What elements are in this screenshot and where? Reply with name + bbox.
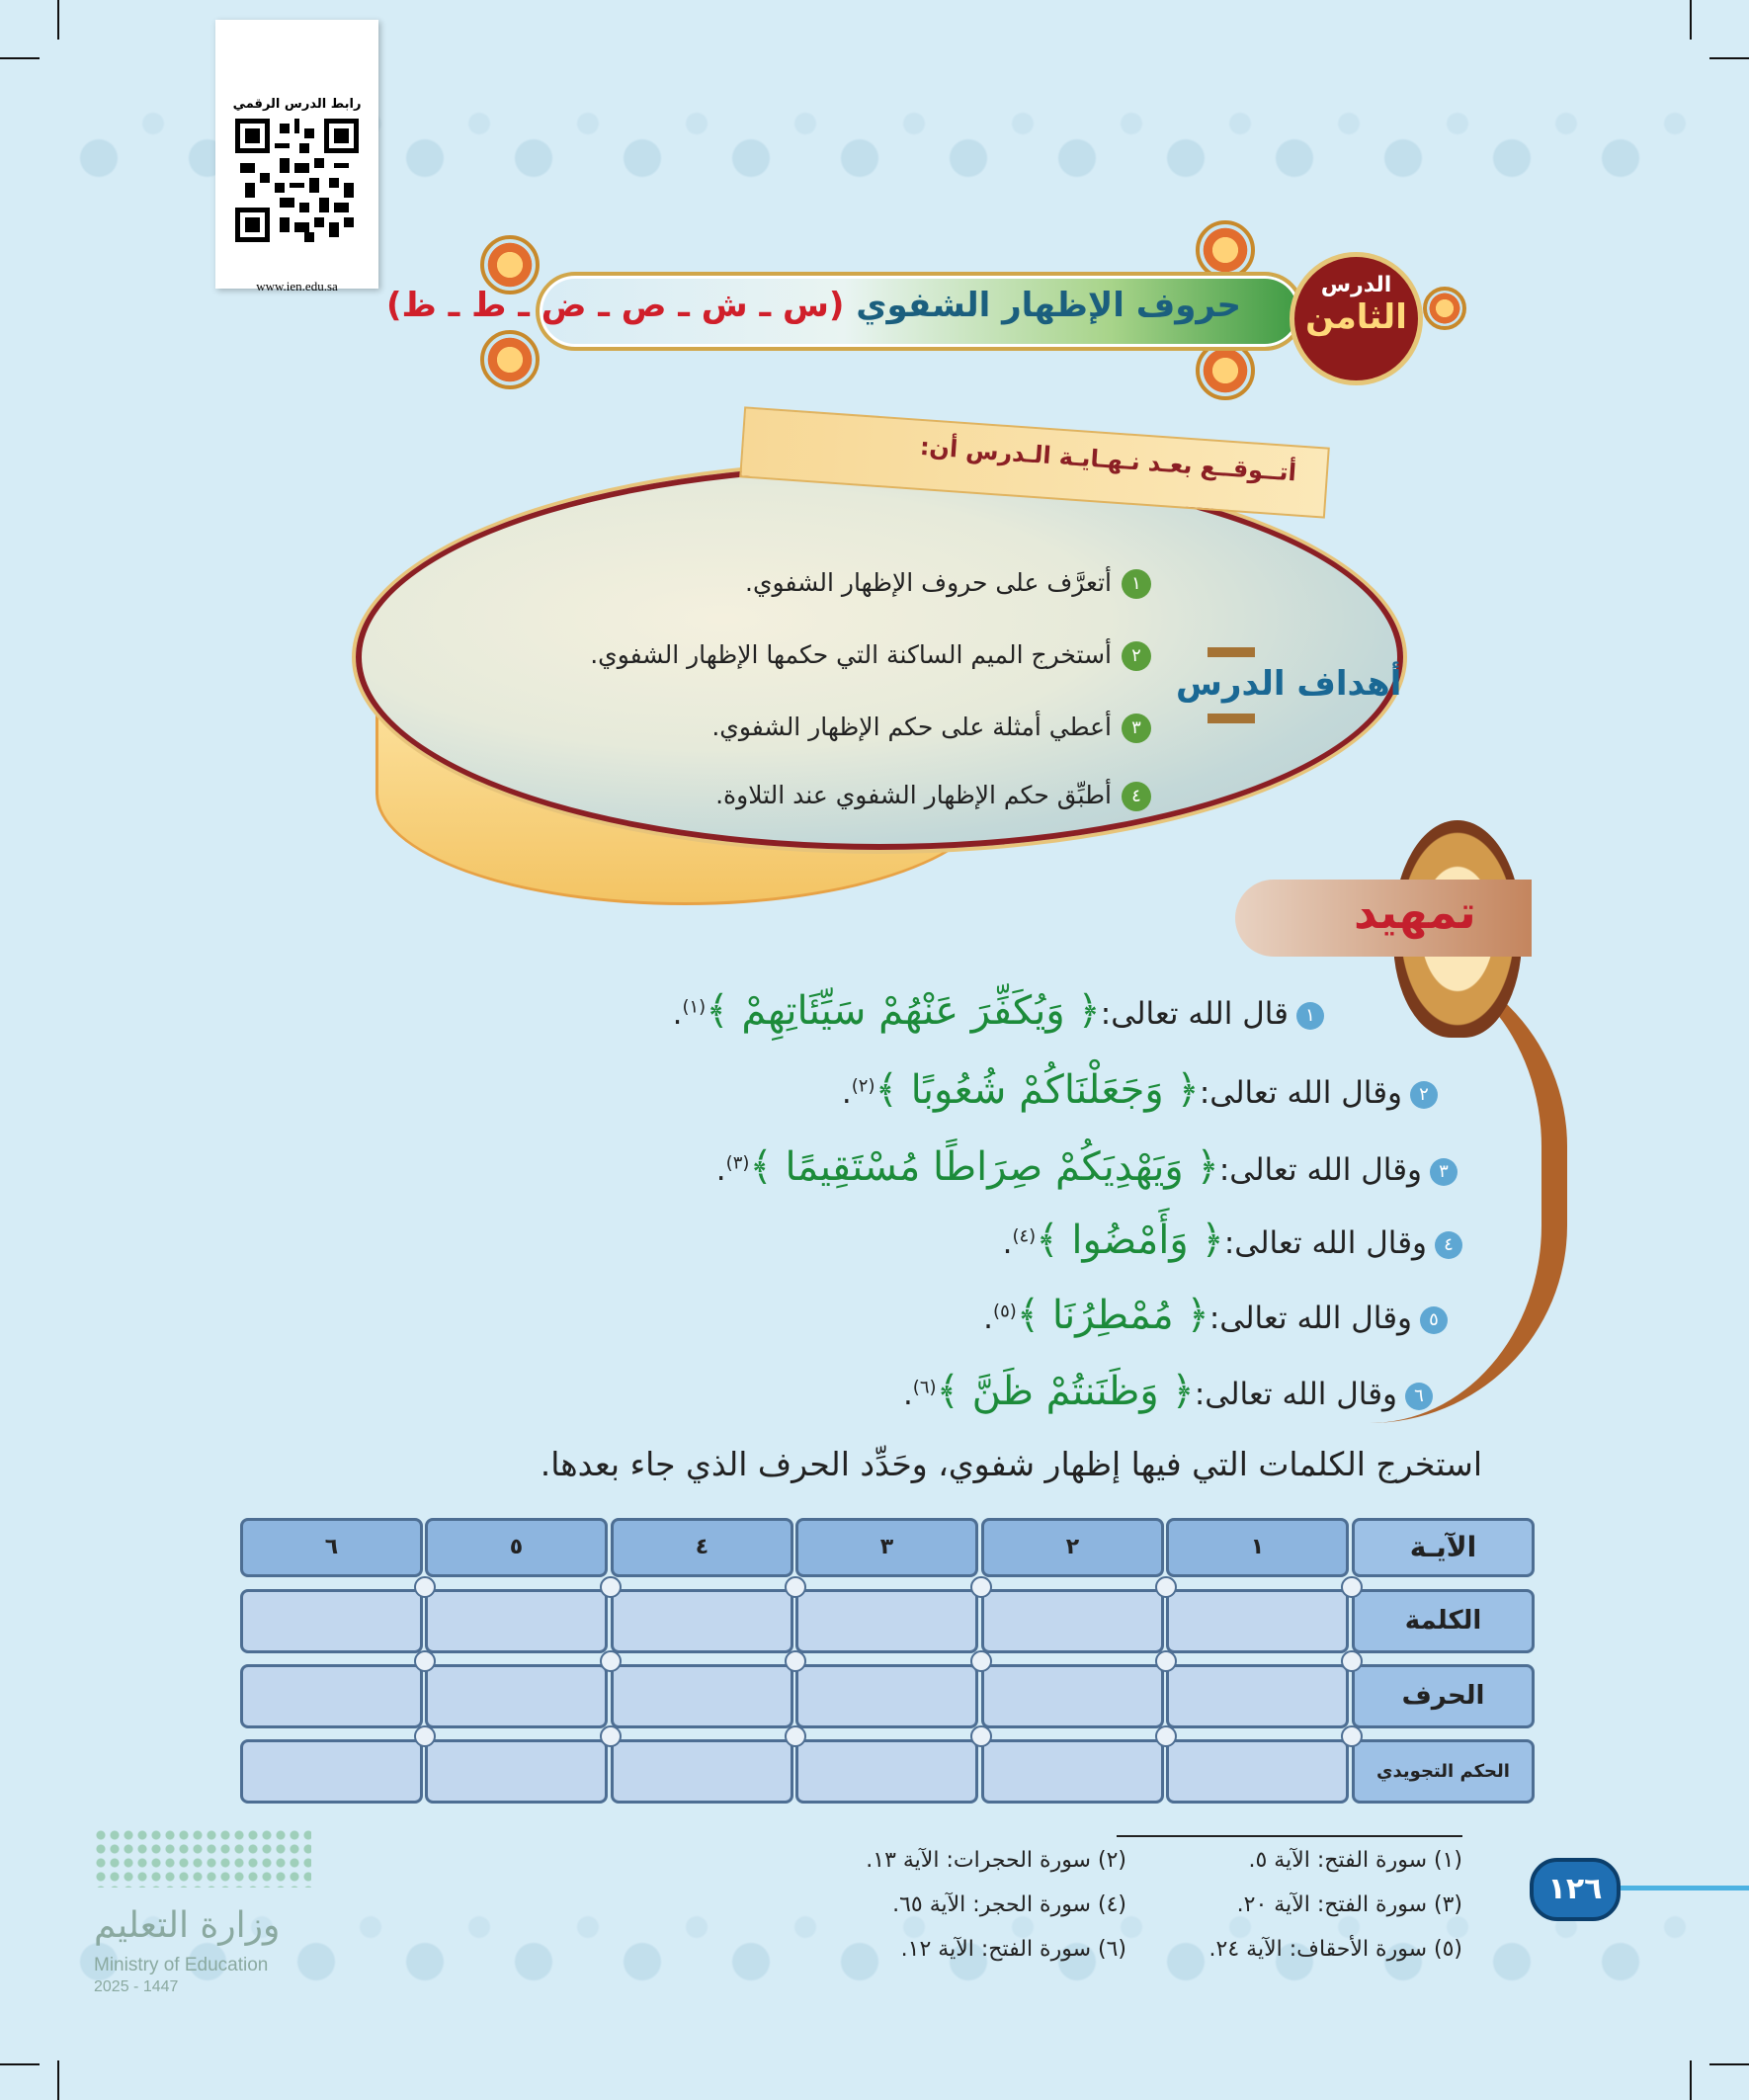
- crop-mark: [1690, 2060, 1692, 2100]
- qr-caption: رابط الدرس الرقمي: [232, 97, 362, 112]
- ministry-name-english: Ministry of Education: [94, 1955, 269, 1975]
- goal-text: أعطي أمثلة على حكم الإظهار الشفوي.: [711, 713, 1112, 741]
- row-label-text: الحرف: [1401, 1681, 1485, 1711]
- row-label-text: الآيـة: [1409, 1531, 1477, 1563]
- verse-quote: ﴿ وَيُكَفِّرَ عَنْهُمْ سَيِّئَاتِهِمْ ﴾: [706, 988, 1101, 1034]
- column-header-text: ٢: [1065, 1535, 1080, 1559]
- verse-quote: ﴿ وَأَمْضُوا ﴾: [1036, 1218, 1224, 1263]
- row-label-text: الكلمة: [1404, 1606, 1482, 1636]
- lesson-label: الدرس: [1320, 273, 1392, 297]
- column-header-text: ٥: [509, 1535, 524, 1559]
- verse-lead: وقال الله تعالى:: [1208, 1301, 1412, 1336]
- verse-end: .: [672, 996, 683, 1032]
- column-header: [240, 1518, 423, 1577]
- verse-quote: ﴿ وَيَهْدِيَكُمْ صِرَاطًا مُسْتَقِيمًا ﴾: [749, 1144, 1219, 1190]
- intro-title: تمهيد: [1354, 885, 1476, 939]
- table-knob: [414, 1650, 436, 1672]
- verse-line: [673, 988, 1324, 1034]
- row-label: [1352, 1589, 1535, 1653]
- verse-line: [842, 1067, 1438, 1113]
- answer-cell[interactable]: [1166, 1589, 1349, 1653]
- table-knob: [600, 1725, 622, 1747]
- column-header-text: ٤: [695, 1535, 709, 1559]
- footnote: (٢) سورة الحجرات: الآية ١٣.: [866, 1848, 1126, 1873]
- verse-lead: وقال الله تعالى:: [1199, 1075, 1402, 1111]
- answer-cell[interactable]: [611, 1739, 793, 1804]
- qr-code-icon[interactable]: [235, 119, 359, 242]
- qr-url[interactable]: www.ien.edu.sa: [256, 279, 338, 294]
- verse-end: .: [983, 1301, 994, 1336]
- verse-quote: ﴿ وَظَنَنتُمْ ظَنَّ ﴾: [936, 1369, 1195, 1414]
- flower-ornament-icon: [1423, 287, 1466, 330]
- goal-number: ٢: [1122, 641, 1151, 671]
- column-header: [981, 1518, 1164, 1577]
- answer-cell[interactable]: [981, 1739, 1164, 1804]
- verse-lead: وقال الله تعالى:: [1194, 1377, 1397, 1412]
- table-knob: [785, 1650, 806, 1672]
- answer-cell[interactable]: [240, 1589, 423, 1653]
- goal-item: [715, 781, 1151, 811]
- answer-cell[interactable]: [425, 1739, 608, 1804]
- table-knob: [600, 1650, 622, 1672]
- answer-cell[interactable]: [240, 1664, 423, 1728]
- verse-ref: (٣): [725, 1152, 750, 1174]
- goals-ribbon-text: أتــوقــع بعـد نـهـايـة الـدرس أن:: [919, 432, 1297, 487]
- column-header-text: ٣: [879, 1535, 894, 1559]
- goal-number: ٣: [1122, 714, 1151, 743]
- crop-mark: [0, 2063, 40, 2065]
- column-header: [1166, 1518, 1349, 1577]
- verse-lead: قال الله تعالى:: [1100, 996, 1289, 1032]
- answer-cell[interactable]: [611, 1664, 793, 1728]
- verse-line: [903, 1369, 1433, 1414]
- verse-lead: وقال الله تعالى:: [1218, 1152, 1422, 1188]
- table-knob: [785, 1576, 806, 1598]
- verse-line: [1003, 1218, 1462, 1263]
- ministry-logo-icon: [94, 1828, 311, 1888]
- column-header: [425, 1518, 608, 1577]
- answer-cell[interactable]: [425, 1664, 608, 1728]
- footnote: (٣) سورة الفتح: الآية ٢٠.: [1236, 1892, 1462, 1917]
- answer-cell[interactable]: [1166, 1664, 1349, 1728]
- footnote: (٤) سورة الحجر: الآية ٦٥.: [892, 1892, 1126, 1917]
- row-label: [1352, 1518, 1535, 1577]
- column-header-text: ١: [1250, 1535, 1265, 1559]
- crop-mark: [0, 57, 40, 59]
- verse-lead: وقال الله تعالى:: [1223, 1225, 1427, 1261]
- verse-ref: (٥): [993, 1301, 1017, 1322]
- table-knob: [785, 1725, 806, 1747]
- table-knob: [1341, 1725, 1363, 1747]
- table-knob: [414, 1725, 436, 1747]
- table-knob: [600, 1576, 622, 1598]
- verse-end: .: [841, 1075, 852, 1111]
- answer-cell[interactable]: [1166, 1739, 1349, 1804]
- answer-cell[interactable]: [795, 1589, 978, 1653]
- answer-cell[interactable]: [795, 1739, 978, 1804]
- table-knob: [1155, 1576, 1177, 1598]
- lesson-title-letters: (س ـ ش ـ ص ـ ض ـ ط ـ ظ): [385, 286, 845, 325]
- goal-item: [711, 713, 1151, 743]
- verse-ref: (٤): [1012, 1225, 1037, 1247]
- crop-mark: [1709, 57, 1749, 59]
- table-knob: [1341, 1576, 1363, 1598]
- crop-mark: [1690, 0, 1692, 40]
- goal-item: [745, 568, 1151, 599]
- crop-mark: [57, 0, 59, 40]
- table-knob: [414, 1576, 436, 1598]
- verse-line: [983, 1293, 1448, 1338]
- goal-text: أطبِّق حكم الإظهار الشفوي عند التلاوة.: [715, 781, 1112, 809]
- verse-number: ٢: [1410, 1081, 1438, 1109]
- lesson-badge: [1290, 252, 1423, 385]
- flower-ornament-icon: [1196, 220, 1255, 280]
- row-label-text: الحكم التجويدي: [1376, 1761, 1510, 1782]
- goal-number: ٤: [1122, 782, 1151, 811]
- verse-ref: (١): [682, 996, 707, 1018]
- table-knob: [1155, 1725, 1177, 1747]
- row-label: [1352, 1664, 1535, 1728]
- table-knob: [970, 1650, 992, 1672]
- footnote: (٥) سورة الأحقاف: الآية ٢٤.: [1208, 1937, 1462, 1962]
- exercise-table: [240, 1518, 1535, 1805]
- verse-end: .: [1002, 1225, 1013, 1261]
- column-header: [611, 1518, 793, 1577]
- verse-number: ٣: [1430, 1158, 1458, 1186]
- goal-text: أتعرَّف على حروف الإظهار الشفوي.: [745, 568, 1112, 597]
- table-knob: [1341, 1650, 1363, 1672]
- arrow-left-icon: [1208, 647, 1255, 657]
- verse-quote: ﴿ وَجَعَلْنَاكُمْ شُعُوبًا ﴾: [874, 1067, 1200, 1113]
- goal-item: [590, 640, 1151, 671]
- answer-cell[interactable]: [981, 1589, 1164, 1653]
- exercise-instruction: استخرج الكلمات التي فيها إظهار شفوي، وحَدِّد الحرف الذي جاء بعدها.: [540, 1445, 1482, 1483]
- lesson-title: [386, 286, 1241, 325]
- answer-cell[interactable]: [240, 1739, 423, 1804]
- lesson-ordinal: الثامن: [1305, 297, 1407, 337]
- ministry-name-arabic: وزارة التعليم: [94, 1905, 281, 1946]
- qr-card[interactable]: [215, 20, 378, 294]
- flower-ornament-icon: [480, 330, 540, 389]
- answer-cell[interactable]: [425, 1589, 608, 1653]
- table-knob: [970, 1725, 992, 1747]
- table-knob: [1155, 1650, 1177, 1672]
- page-number-badge: [1512, 1858, 1749, 1917]
- verse-line: [716, 1144, 1458, 1190]
- row-label: [1352, 1739, 1535, 1804]
- verse-number: ٥: [1420, 1306, 1448, 1334]
- verse-end: .: [715, 1152, 726, 1188]
- footnote-divider: [1117, 1835, 1462, 1837]
- answer-cell[interactable]: [981, 1664, 1164, 1728]
- footnote: (١) سورة الفتح: الآية ٥.: [1248, 1848, 1462, 1873]
- verse-number: ١: [1296, 1002, 1324, 1030]
- column-header-text: ٦: [324, 1535, 339, 1559]
- verse-ref: (٦): [912, 1377, 937, 1398]
- table-knob: [970, 1576, 992, 1598]
- lesson-title-bar: [385, 272, 1304, 351]
- verse-end: .: [902, 1377, 913, 1412]
- verse-quote: ﴿ مُمْطِرُنَا ﴾: [1016, 1293, 1209, 1338]
- verse-ref: (٢): [851, 1075, 875, 1097]
- verse-number: ٦: [1405, 1383, 1433, 1410]
- goal-text: أستخرج الميم الساكنة التي حكمها الإظهار الشفوي.: [590, 640, 1112, 669]
- goal-number: ١: [1122, 569, 1151, 599]
- crop-mark: [1709, 2063, 1749, 2065]
- answer-cell[interactable]: [795, 1664, 978, 1728]
- footnote: (٦) سورة الفتح: الآية ١٢.: [900, 1937, 1126, 1962]
- goals-heading: أهداف الدرس: [1176, 664, 1402, 704]
- answer-cell[interactable]: [611, 1589, 793, 1653]
- verse-number: ٤: [1435, 1231, 1462, 1259]
- page-number: ١٢٦: [1530, 1858, 1621, 1921]
- column-header: [795, 1518, 978, 1577]
- arrow-left-icon: [1208, 714, 1255, 723]
- lesson-title-text: حروف الإظهار الشفوي: [856, 286, 1241, 325]
- edition-year: 2025 - 1447: [94, 1978, 179, 1995]
- crop-mark: [57, 2060, 59, 2100]
